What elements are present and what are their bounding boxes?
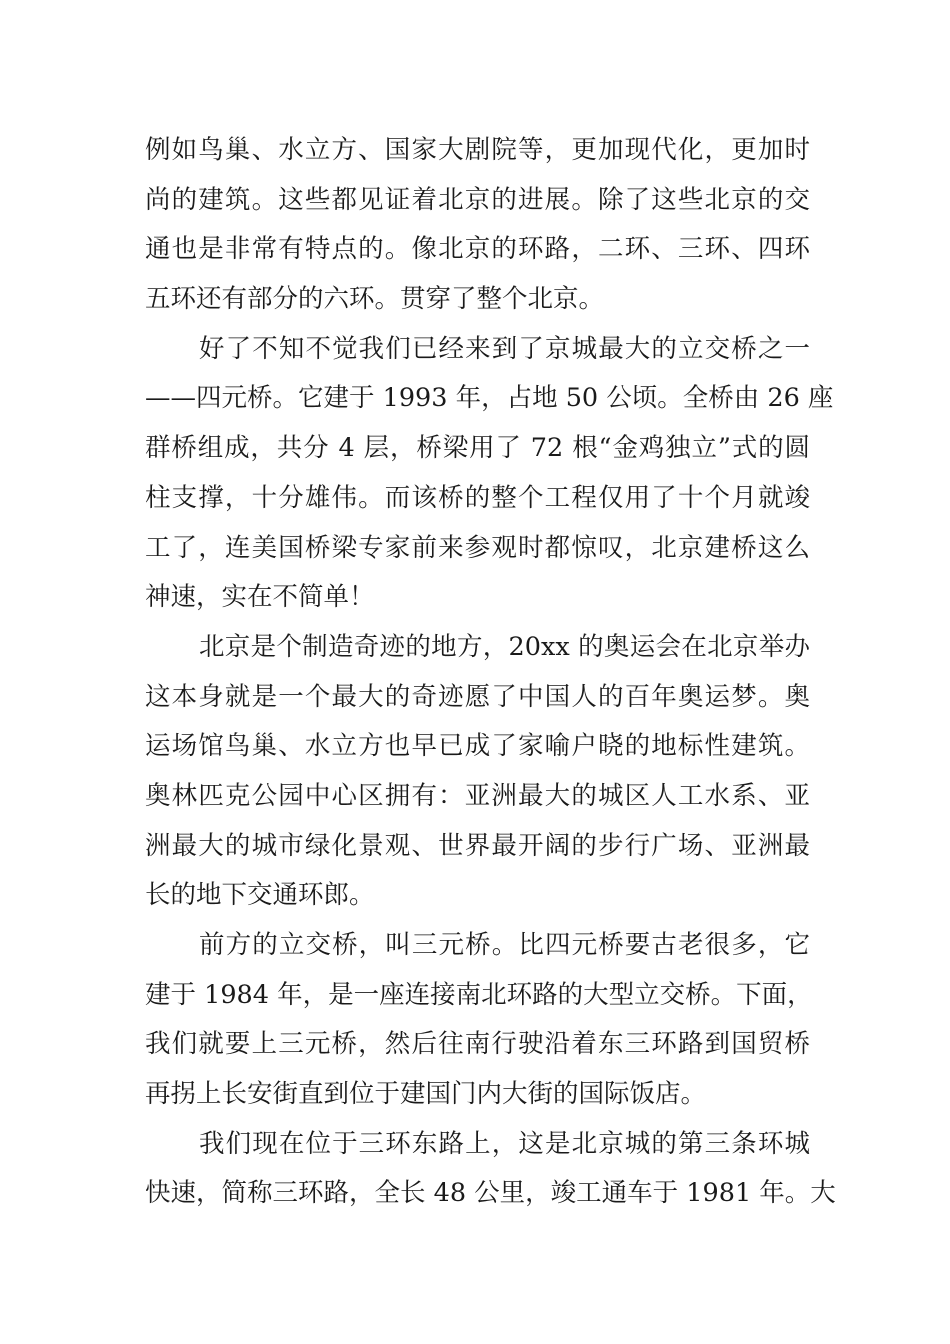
paragraph-2-line-3: 群桥组成，共分 4 层，桥梁用了 72 根“金鸡独立”式的圆: [145, 433, 810, 464]
paragraph-1-line-4: 五环还有部分的六环。贯穿了整个北京。: [145, 284, 605, 315]
paragraph-1-line-2: 尚的建筑。这些都见证着北京的进展。除了这些北京的交: [145, 184, 810, 215]
paragraph-2-line-1: 好了不知不觉我们已经来到了京城最大的立交桥之一: [199, 333, 810, 364]
paragraph-5-line-2: 快速，简称三环路，全长 48 公里，竣工通车于 1981 年。大: [145, 1178, 836, 1209]
paragraph-5-line-1: 我们现在位于三环东路上，这是北京城的第三条环城: [199, 1128, 810, 1159]
paragraph-1-line-3: 通也是非常有特点的。像北京的环路，二环、三环、四环: [145, 234, 810, 265]
paragraph-2-line-2: ——四元桥。它建于 1993 年，占地 50 公顷。全桥由 26 座: [145, 383, 834, 414]
paragraph-3-line-4: 奥林匹克公园中心区拥有：亚洲最大的城区人工水系、亚: [145, 780, 810, 811]
paragraph-4-line-3: 我们就要上三元桥，然后往南行驶沿着东三环路到国贸桥: [145, 1029, 810, 1060]
paragraph-4-line-1: 前方的立交桥，叫三元桥。比四元桥要古老很多，它: [199, 930, 810, 960]
paragraph-3-line-6: 长的地下交通环郎。: [145, 880, 375, 911]
paragraph-3-line-2: 这本身就是一个最大的奇迹愿了中国人的百年奥运梦。奥: [145, 681, 810, 712]
paragraph-2-line-5: 工了，连美国桥梁专家前来参观时都惊叹，北京建桥这么: [145, 532, 810, 563]
paragraph-3-line-5: 洲最大的城市绿化景观、世界最开阔的步行广场、亚洲最: [145, 830, 810, 861]
paragraph-4-line-4: 再拐上长安街直到位于建国门内大街的国际饭店。: [145, 1079, 707, 1110]
paragraph-4-line-2: 建于 1984 年，是一座连接南北环路的大型立交桥。下面，: [145, 979, 813, 1010]
paragraph-1-line-1: 例如鸟巢、水立方、国家大剧院等，更加现代化，更加时: [145, 135, 810, 165]
paragraph-2-line-4: 柱支撑，十分雄伟。而该桥的整个工程仅用了十个月就竣: [145, 482, 810, 513]
paragraph-3-line-1: 北京是个制造奇迹的地方，20xx 的奥运会在北京举办: [199, 631, 810, 662]
paragraph-2-line-6: 神速，实在不简单！: [145, 582, 375, 613]
document-body: [145, 126, 836, 1219]
paragraph-3-line-3: 运场馆鸟巢、水立方也早已成了家喻户晓的地标性建筑。: [145, 731, 810, 762]
